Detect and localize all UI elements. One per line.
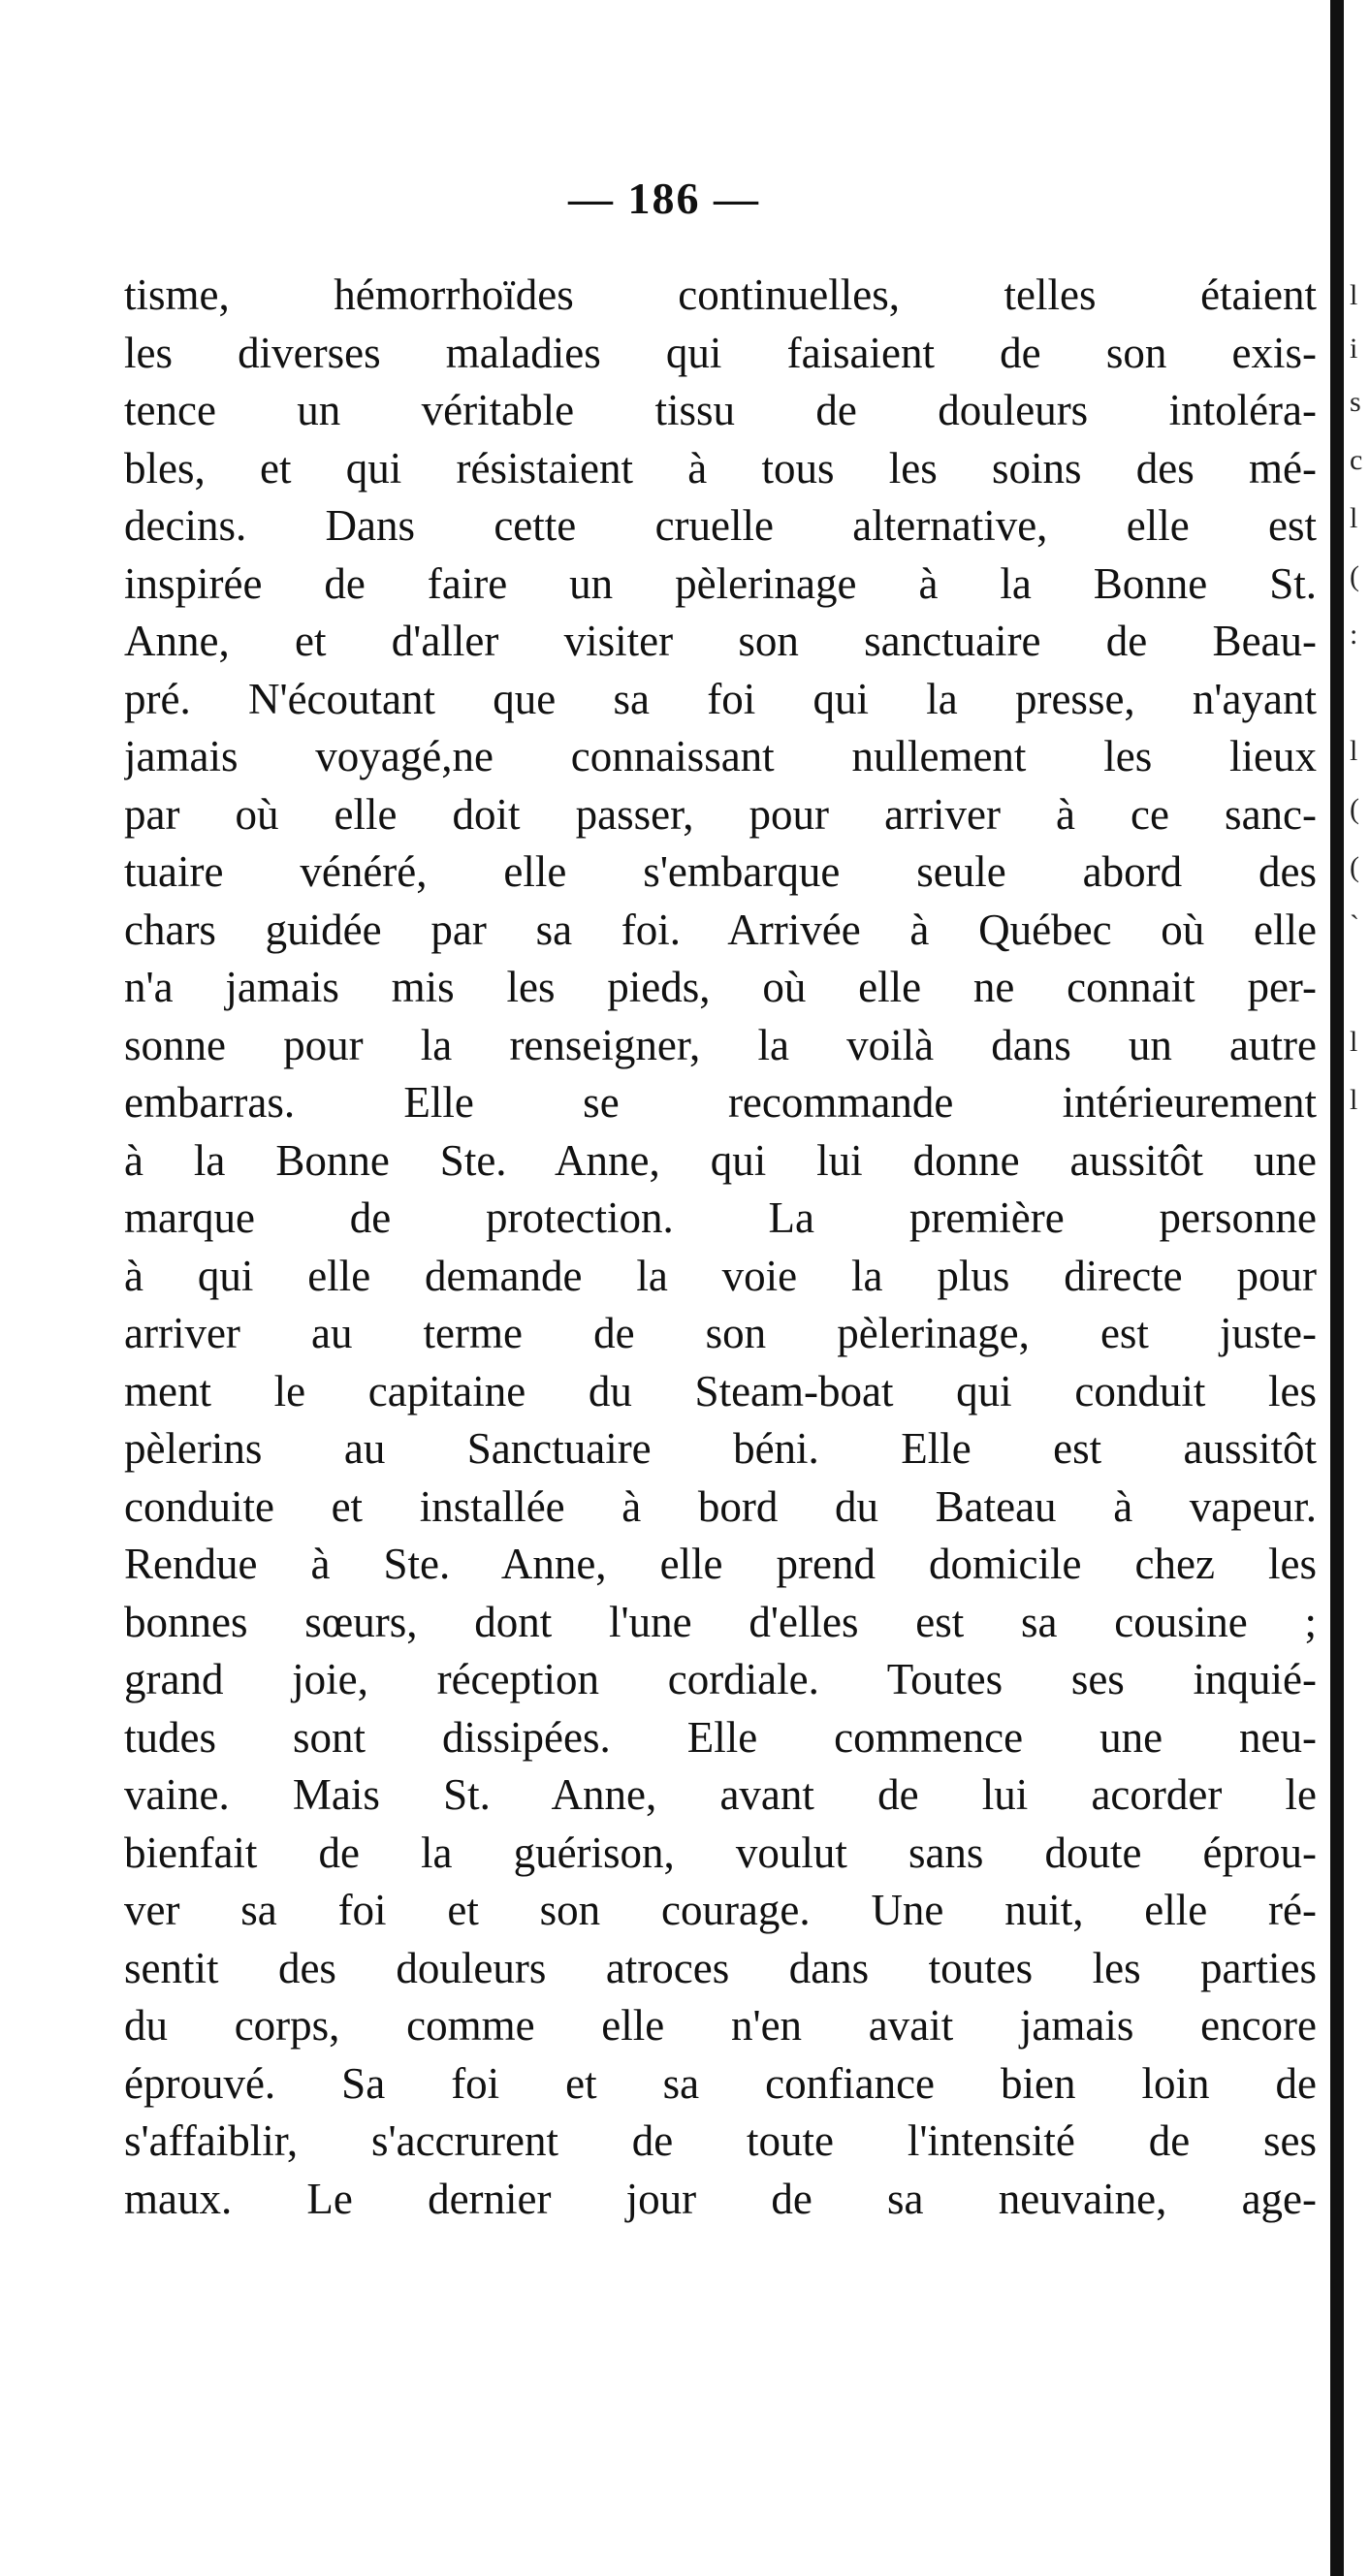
text-line: les diverses maladies qui faisaient de son exis- xyxy=(124,328,1317,377)
text-line: bonnes sœurs, dont l'une d'elles est sa cousine ; xyxy=(124,1597,1317,1646)
text-line: bles, et qui résistaient à tous les soins des mé- xyxy=(124,443,1317,493)
text-line: bienfait de la guérison, voulut sans doute éprou- xyxy=(124,1828,1317,1877)
text-line: du corps, comme elle n'en avait jamais encore xyxy=(124,2001,1317,2050)
text-line: tuaire vénéré, elle s'embarque seule abord des xyxy=(124,847,1317,896)
text-line: tence un véritable tissu de douleurs intolérа- xyxy=(124,386,1317,434)
bleed-glyph: i xyxy=(1350,333,1358,365)
bleed-glyph: c xyxy=(1350,444,1363,476)
bleed-glyph: l xyxy=(1350,279,1358,311)
page-number: — 186 — xyxy=(568,174,760,223)
text-line: inspirée de faire un pèlerinage à la Bonne St. xyxy=(124,558,1317,608)
text-line: embarras. Elle se recommande intérieurement xyxy=(124,1078,1317,1127)
text-line: à la Bonne Ste. Anne, qui lui donne aussitôt une xyxy=(124,1135,1317,1185)
bleed-glyph: l xyxy=(1350,502,1358,534)
right-margin-rule xyxy=(1330,0,1344,2576)
bleed-glyph: ( xyxy=(1350,560,1359,592)
text-line: sonne pour la renseigner, la voilà dans un autre xyxy=(124,1020,1317,1069)
text-line: ver sa foi et son courage. Une nuit, elle ré- xyxy=(124,1886,1317,1934)
text-line: éprouvé. Sa foi et sa confiance bien loin de xyxy=(124,2058,1317,2108)
bleed-glyph: ( xyxy=(1350,793,1359,825)
body-text xyxy=(124,267,1317,2228)
text-line: pré. N'écoutant que sa foi qui la presse, n'ayant xyxy=(124,674,1317,723)
text-line: par où elle doit passer, pour arriver à ce sanc- xyxy=(124,789,1317,839)
text-line: pèlerins au Sanctuaire béni. Elle est aussitôt xyxy=(124,1424,1317,1473)
text-line: jamais voyagé,ne connaissant nullement les lieux xyxy=(124,732,1317,780)
text-line: tisme, hémorrhoïdes continuelles, telles étaient xyxy=(124,270,1317,319)
text-line: tudes sont dissipées. Elle commence une neu- xyxy=(124,1712,1317,1762)
text-line: vaine. Mais St. Anne, avant de lui acorder le xyxy=(124,1770,1317,1819)
text-line: chars guidée par sa foi. Arrivée à Québec où elle xyxy=(124,905,1317,954)
bleed-glyph: l xyxy=(1350,735,1358,767)
text-line: s'affaiblir, s'accrurent de toute l'intensité de ses xyxy=(124,2116,1317,2165)
text-line: ment le capitaine du Steam-boat qui conduit les xyxy=(124,1366,1317,1415)
text-line: marque de protection. La première personne xyxy=(124,1193,1317,1242)
text-line: arriver au terme de son pèlerinage, est juste- xyxy=(124,1309,1317,1357)
text-line: sentit des douleurs atroces dans toutes les parties xyxy=(124,1943,1317,1992)
bleed-glyph: s xyxy=(1350,386,1361,418)
bleed-glyph: ( xyxy=(1350,851,1359,883)
text-line: Rendue à Ste. Anne, elle prend domicile chez les xyxy=(124,1540,1317,1588)
text-line: conduite et installée à bord du Bateau à vapeur. xyxy=(124,1481,1317,1531)
bleed-glyph: l xyxy=(1350,1026,1358,1058)
text-line: grand joie, réception cordiale. Toutes ses inquié- xyxy=(124,1655,1317,1703)
bleed-glyph: l xyxy=(1350,1084,1358,1116)
text-line: Anne, et d'aller visiter son sanctuaire de Beau- xyxy=(124,617,1317,665)
bleed-glyph: : xyxy=(1350,619,1358,651)
text-line: maux. Le dernier jour de sa neuvaine, age- xyxy=(124,2174,1317,2223)
text-line: à qui elle demande la voie la plus directe pour xyxy=(124,1251,1317,1300)
bleed-glyph: ` xyxy=(1350,909,1359,941)
text-line: decins. Dans cette cruelle alternative, elle est xyxy=(124,501,1317,550)
text-line: n'a jamais mis les pieds, où elle ne connait per- xyxy=(124,963,1317,1011)
